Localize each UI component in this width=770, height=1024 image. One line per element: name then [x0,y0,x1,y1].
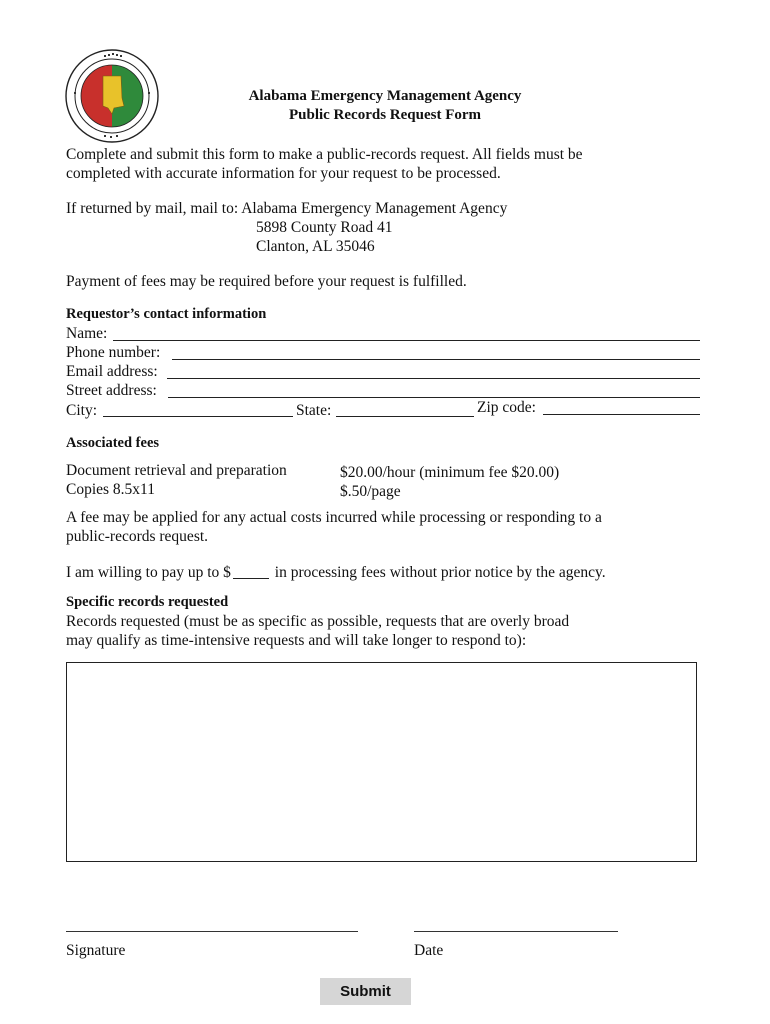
mail-address-line-1: 5898 County Road 41 [256,219,393,236]
phone-label: Phone number: [66,344,161,361]
state-label: State: [296,402,332,419]
records-line-2: may qualify as time-intensive requests and will take longer to respond to): [66,632,527,649]
mail-to-label: If returned by mail, mail to: Alabama Emergency Management Agency [66,200,508,217]
city-label: City: [66,402,98,419]
phone-field[interactable] [172,359,700,360]
name-label: Name: [66,325,108,342]
email-field[interactable] [167,378,700,379]
fee-item-label: Copies 8.5x11 [66,481,155,498]
fee-note-line-2: public-records request. [66,528,209,545]
mail-address-line-2: Clanton, AL 35046 [256,238,375,255]
fee-item-label: Document retrieval and preparation [66,462,287,479]
willing-prefix: I am willing to pay up to $ [66,564,231,581]
records-line-1: Records requested (must be as specific as possible, requests that are overly broad [66,613,570,630]
fees-heading: Associated fees [66,435,160,451]
signature-line[interactable] [66,931,358,932]
intro-line-1: Complete and submit this form to make a public-records request. All fields must be [66,146,583,163]
name-field[interactable] [113,340,700,341]
records-requested-textarea[interactable] [66,662,697,862]
willing-suffix: in processing fees without prior notice by the agency. [270,564,606,581]
agency-title: Alabama Emergency Management Agency [248,88,522,104]
state-field[interactable] [336,416,474,417]
zip-label: Zip code: [477,399,536,416]
submit-button[interactable]: Submit [320,978,411,1005]
fee-note-line-1: A fee may be applied for any actual costs incurred while processing or responding to a [66,509,602,526]
fee-item-price: $20.00/hour (minimum fee $20.00) [340,464,560,481]
street-label: Street address: [66,382,157,399]
records-heading: Specific records requested [66,594,229,610]
willing-to-pay [66,563,606,582]
fee-item-price: $.50/page [340,483,401,500]
street-field[interactable] [168,397,700,398]
amount-field[interactable] [233,564,269,579]
email-label: Email address: [66,363,158,380]
city-field[interactable] [103,416,293,417]
date-line[interactable] [414,931,618,932]
intro-line-2: completed with accurate information for your request to be processed. [66,165,501,182]
payment-notice: Payment of fees may be required before your request is fulfilled. [66,273,467,290]
zip-field[interactable] [543,414,700,415]
date-label: Date [414,942,444,959]
signature-label: Signature [66,942,126,959]
contact-heading: Requestor’s contact information [66,306,267,322]
form-title: Public Records Request Form [288,107,482,123]
